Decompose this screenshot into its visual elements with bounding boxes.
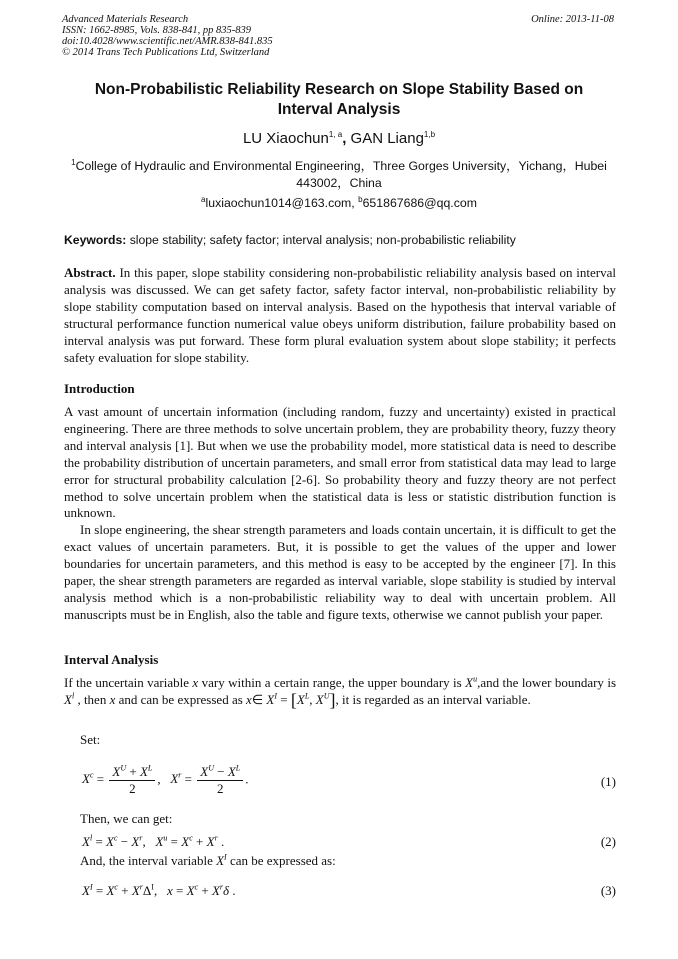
interval-definition-formula: x — [246, 691, 252, 707]
affiliation-text: College of Hydraulic and Environmental Engineering，Three Gorges University，Yichang，Hubei 443002，China — [75, 159, 607, 190]
and-label-b: can be expressed as: — [226, 853, 336, 868]
journal-issn: ISSN: 1662-8985, Vols. 838-841, pp 835-839 — [62, 25, 251, 36]
affiliation — [62, 158, 616, 192]
equation-3-number: (3) — [600, 883, 616, 898]
journal-header — [62, 14, 273, 58]
introduction-section — [64, 404, 616, 624]
journal-doi: doi:10.4028/www.scientific.net/AMR.838-841.835 — [62, 36, 273, 47]
introduction-heading: Introduction — [64, 381, 135, 396]
author-2-affil: 1,b — [423, 130, 436, 139]
email-b-marker: b — [358, 194, 363, 204]
author-separator: , — [342, 130, 351, 147]
interval-text-d: , then — [74, 691, 110, 707]
interval-text-a: If the uncertain variable — [64, 675, 193, 690]
intro-paragraph-2: In slope engineering, the shear strength parameters and loads contain uncertain, it is difficult to get the exact values of uncertain parameters. But, it is possible to get the values of the upper and lower boundaries for uncertain parameters, and this method is easy to be accepted by the engineer [7]. In this paper, the shear strength parameters are regarded as interval variable, slope stability is studied by interval analysis method which is a non-probabilistic reliability way to deal with uncertain problem. All manuscripts must be in English, also the table and figure texts, otherwise we cannot publish your paper. — [64, 522, 616, 622]
paper-title: Non-Probabilistic Reliability Research on Slope Stability Based on Interval Analysis — [94, 81, 584, 118]
and-label: And, the interval variable $X^I$ can be expressed as: — [80, 852, 336, 868]
online-date: Online: 2013-11-08 — [531, 14, 614, 25]
equation-1: $X^c$ = $\frac{X^U + X^L}{2}$ , $X^r$ = $\frac{X^U - X^L}{2}$ . (1) — [82, 763, 616, 796]
abstract-text: In this paper, slope stability considering non-probabilistic reliability analysis based on interval analysis was discussed. We can get safety factor, safety factor interval, non-probabilistic reliability by slope stability computation based on interval analysis. Based on the hypothesis that interval variable of structural performance function numerical value obeys uniform distribution, failure probability based on interval analysis was put forward. These form plural evaluation system about slope stability; it perfects safety evaluation for slope stability. — [64, 265, 616, 365]
set-label: Set: — [80, 732, 101, 747]
equation-2: $X^l = X^c - X^r$, $X^u = X^c + X^r$ . (2) — [82, 833, 616, 849]
keywords-text: slope stability; safety factor; interval analysis; non-probabilistic reliability — [126, 233, 516, 247]
author-1: LU Xiaochun — [242, 130, 329, 147]
abstract — [64, 265, 616, 366]
author-line — [60, 130, 618, 147]
journal-copyright: © 2014 Trans Tech Publications Ltd, Switzerland — [62, 47, 270, 58]
equation-3: $X^I = X^c + X^r\Delta^I$, $x = X^c + X^r\delta$ . (3) — [82, 882, 616, 898]
equation-2-number: (2) — [600, 834, 616, 849]
interval-text-e: and can be expressed as — [115, 691, 247, 707]
journal-name: Advanced Materials Research — [62, 14, 189, 25]
interval-text-b: vary within a certain range, the upper boundary is — [198, 675, 466, 690]
author-2: GAN Liang — [350, 130, 424, 147]
interval-paragraph: If the uncertain variable x vary within a certain range, the upper boundary is $X^u,and$ the lower boundary is $X^l$ , then x and can be expressed as x∈ $X^I = [X^L$, $X^U$], it is regarded as an interval variable. — [64, 674, 617, 710]
author-1-affil: 1, a — [328, 130, 343, 139]
keywords — [64, 233, 616, 247]
and-label-a: And, the interval variable — [80, 853, 217, 868]
interval-text-c: ,and the lower boundary is — [477, 675, 617, 690]
email-b: 651867686@qq.com — [362, 196, 477, 210]
interval-text-f: , it is regarded as an interval variable. — [335, 691, 531, 707]
intro-paragraph-1: A vast amount of uncertain information (including random, fuzzy and uncertainty) existed in practical engineering. There are three methods to solve uncertain problem, they are probability theory, fuzzy theory and interval analysis [1]. But when we use the probability model, more statistical data is need to describe the probability distribution of uncertain parameters, and small error from statistical data may lead to large error for structural probability calculation [2-6]. So probability theory and fuzzy theory are not perfect method to solve uncertain problem when the statistical data is less or statistic distribution function is unknown. — [64, 404, 616, 521]
interval-analysis-heading: Interval Analysis — [64, 652, 159, 667]
email-a-marker: a — [201, 194, 206, 204]
equation-1-number: (1) — [600, 774, 616, 789]
affiliation-marker: 1 — [71, 157, 76, 167]
email-a: luxiaochun1014@163.com, — [205, 196, 359, 210]
email-line — [62, 196, 616, 210]
keywords-label: Keywords: — [64, 233, 127, 247]
then-label: Then, we can get: — [80, 811, 173, 826]
abstract-label: Abstract. — [64, 265, 116, 280]
